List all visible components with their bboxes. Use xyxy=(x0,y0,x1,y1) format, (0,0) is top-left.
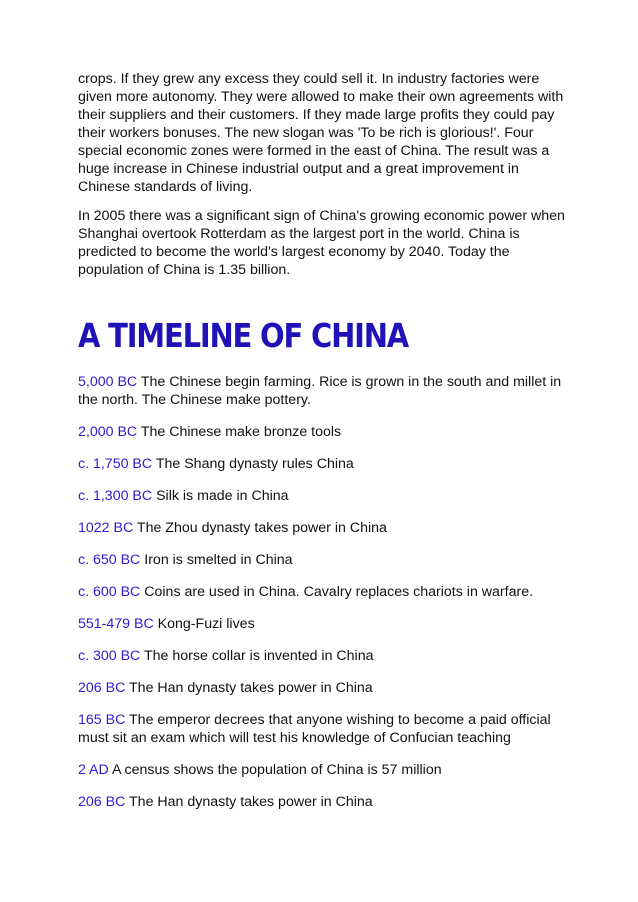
timeline-date: c. 600 BC xyxy=(78,584,141,600)
timeline-text: The Shang dynasty rules China xyxy=(155,456,354,472)
timeline-text: The Chinese make bronze tools xyxy=(140,424,342,440)
timeline-text: Iron is smelted in China xyxy=(144,552,293,568)
timeline-text: Kong-Fuzi lives xyxy=(157,616,255,632)
timeline-entry xyxy=(78,647,568,665)
timeline-entry xyxy=(78,761,568,779)
timeline-date: 2 AD xyxy=(78,762,109,778)
timeline-date: 165 BC xyxy=(78,712,126,728)
timeline-entry xyxy=(78,679,568,697)
timeline-text: The Zhou dynasty takes power in China xyxy=(136,520,387,536)
timeline-entry xyxy=(78,519,568,537)
timeline-text: A census shows the population of China is 57 million xyxy=(111,762,442,778)
timeline-entry xyxy=(78,711,568,747)
timeline-text: The Han dynasty takes power in China xyxy=(129,794,373,810)
timeline-text: The horse collar is invented in China xyxy=(144,648,374,664)
timeline-text: The emperor decrees that anyone wishing to become a paid official must sit an exam which will test his knowledge of Confucian teaching xyxy=(78,712,551,746)
page-content xyxy=(78,70,568,825)
timeline-date: 551-479 BC xyxy=(78,616,154,632)
timeline-date: c. 1,750 BC xyxy=(78,456,153,472)
timeline-date: 1022 BC xyxy=(78,520,134,536)
timeline-entry xyxy=(78,423,568,441)
timeline-date: 206 BC xyxy=(78,680,126,696)
timeline-text: The Chinese begin farming. Rice is grown in the south and millet in the north. The Chinese make pottery. xyxy=(78,374,562,408)
intro-paragraph-1: crops. If they grew any excess they could sell it. In industry factories were given more autonomy. They were allowed to make their own agreements with their suppliers and their customers. If they made large profits they could pay their workers bonuses. The new slogan was 'To be rich is glorious!'. Four special economic zones were formed in the east of China. The result was a huge increase in Chinese industrial output and a great improvement in Chinese standards of living. xyxy=(78,71,564,195)
timeline-list xyxy=(78,373,568,811)
timeline-date: 206 BC xyxy=(78,794,126,810)
timeline-date: c. 1,300 BC xyxy=(78,488,153,504)
timeline-date: 5,000 BC xyxy=(78,374,138,390)
section-heading: A TIMELINE OF CHINA xyxy=(78,315,409,355)
timeline-text: Coins are used in China. Cavalry replaces chariots in warfare. xyxy=(144,584,534,600)
intro-paragraph-2: In 2005 there was a significant sign of China's growing economic power when Shanghai overtook Rotterdam as the largest port in the world. China is predicted to become the world's largest economy by 2040. Today the population of China is 1.35 billion. xyxy=(78,208,565,278)
timeline-entry xyxy=(78,373,568,409)
timeline-date: c. 300 BC xyxy=(78,648,141,664)
timeline-date: 2,000 BC xyxy=(78,424,138,440)
timeline-entry xyxy=(78,615,568,633)
timeline-entry xyxy=(78,551,568,569)
timeline-text: The Han dynasty takes power in China xyxy=(129,680,373,696)
timeline-entry xyxy=(78,487,568,505)
timeline-entry xyxy=(78,583,568,601)
intro-section xyxy=(78,70,568,279)
timeline-entry xyxy=(78,793,568,811)
timeline-entry xyxy=(78,455,568,473)
timeline-date: c. 650 BC xyxy=(78,552,141,568)
timeline-text: Silk is made in China xyxy=(156,488,289,504)
